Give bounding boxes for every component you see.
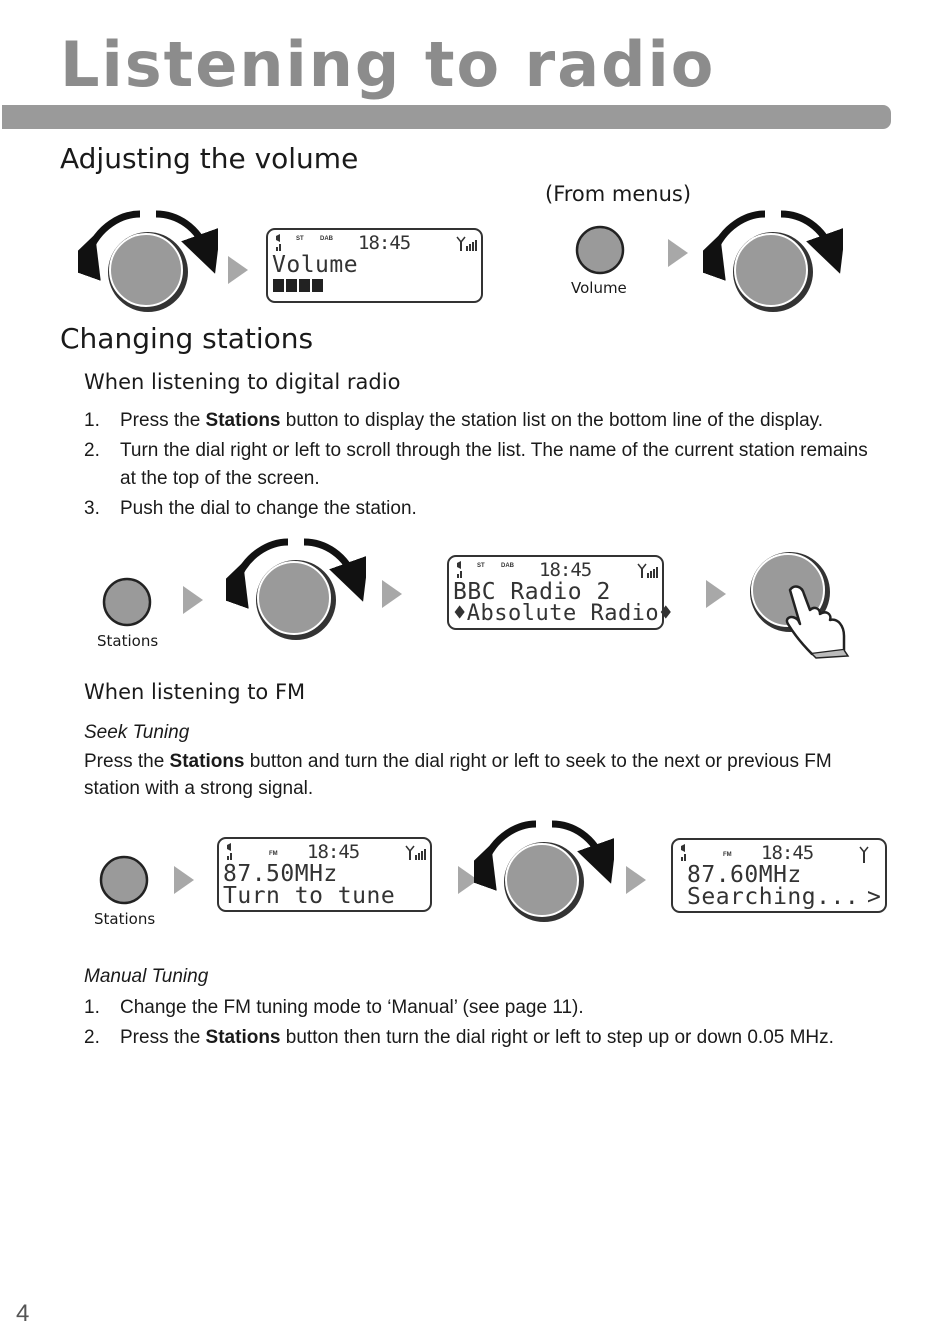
tuning-dial-icon[interactable] — [474, 818, 614, 926]
list-item: 1. Press the Stations button to display the station list on the bottom line of the display. — [84, 410, 824, 431]
fm-display-searching — [671, 838, 887, 913]
display-line-1: 87.60MHz — [687, 862, 802, 888]
fm-heading: When listening to FM — [84, 680, 306, 704]
st-indicator: ST — [296, 236, 304, 242]
clock-time: 18:45 — [358, 232, 411, 254]
next-step-arrow-icon — [668, 239, 688, 267]
next-step-arrow-icon — [228, 256, 248, 284]
dab-indicator: DAB — [320, 236, 333, 242]
volume-button-label: Volume — [571, 279, 627, 297]
speaker-level-icon — [225, 843, 237, 861]
list-item: 3. Push the dial to change the station. — [84, 498, 417, 519]
seek-tuning-heading: Seek Tuning — [84, 722, 190, 743]
station-display — [447, 555, 673, 630]
volume-dial-icon[interactable] — [703, 208, 843, 316]
clock-time: 18:45 — [307, 841, 360, 863]
speaker-level-icon — [455, 561, 467, 579]
display-line-1: Volume — [272, 252, 359, 278]
fm-display-tune — [217, 837, 432, 912]
next-step-arrow-icon — [174, 866, 194, 894]
next-step-arrow-icon — [626, 866, 646, 894]
dab-indicator: DAB — [501, 563, 514, 569]
display-line-1: 87.50MHz — [223, 861, 338, 887]
stations-button[interactable] — [99, 855, 149, 905]
volume-display — [266, 228, 483, 303]
signal-strength-icon — [405, 845, 427, 861]
clock-time: 18:45 — [761, 842, 814, 864]
speaker-level-icon — [679, 844, 691, 862]
stations-button-label: Stations — [94, 910, 156, 928]
stations-heading: Changing stations — [60, 322, 314, 355]
seek-tuning-text: Press the Stations button and turn the dial right or left to seek to the next or previous FM station with a strong signal. — [84, 751, 832, 799]
clock-time: 18:45 — [539, 559, 592, 581]
speaker-level-icon — [274, 234, 286, 252]
stations-button-label: Stations — [97, 632, 159, 650]
manual-steps-list — [84, 994, 884, 1054]
page-title: Listening to radio — [60, 28, 716, 101]
st-indicator: ST — [477, 563, 485, 569]
list-item: 2. Press the Stations button then turn the dial right or left to step up or down 0.05 MHz. — [84, 1027, 834, 1048]
manual-tuning-heading: Manual Tuning — [84, 966, 209, 987]
fm-indicator: FM — [723, 852, 732, 858]
volume-heading: Adjusting the volume — [60, 142, 359, 175]
antenna-icon — [859, 846, 871, 864]
display-line-2: ♦Absolute Radio♦ — [453, 601, 673, 626]
signal-strength-icon — [456, 236, 478, 252]
from-menus-label: (From menus) — [545, 182, 692, 206]
next-step-arrow-icon — [382, 580, 402, 608]
volume-button[interactable] — [575, 225, 625, 275]
stations-button[interactable] — [102, 577, 152, 627]
tuning-dial-icon[interactable] — [226, 536, 366, 644]
page-number: 4 — [16, 1300, 30, 1327]
next-step-arrow-icon — [183, 586, 203, 614]
volume-dial-icon[interactable] — [78, 208, 218, 316]
next-step-arrow-icon — [706, 580, 726, 608]
display-line-1: BBC Radio 2 — [453, 579, 611, 605]
more-indicator-icon: > — [867, 884, 882, 910]
list-item: 2. Turn the dial right or left to scroll through the list. The name of the current station remains at the top of the screen. — [84, 440, 868, 489]
display-line-2: Searching... — [687, 884, 860, 910]
volume-level-bar — [273, 279, 329, 293]
signal-strength-icon — [637, 563, 659, 579]
title-divider — [2, 105, 891, 129]
digital-steps-list — [84, 407, 884, 525]
list-item: 1. Change the FM tuning mode to ‘Manual’ (see page 11). — [84, 997, 584, 1018]
digital-heading: When listening to digital radio — [84, 370, 401, 394]
fm-indicator: FM — [269, 851, 278, 857]
display-line-2: Turn to tune — [223, 883, 396, 909]
push-dial-icon[interactable] — [748, 550, 854, 660]
